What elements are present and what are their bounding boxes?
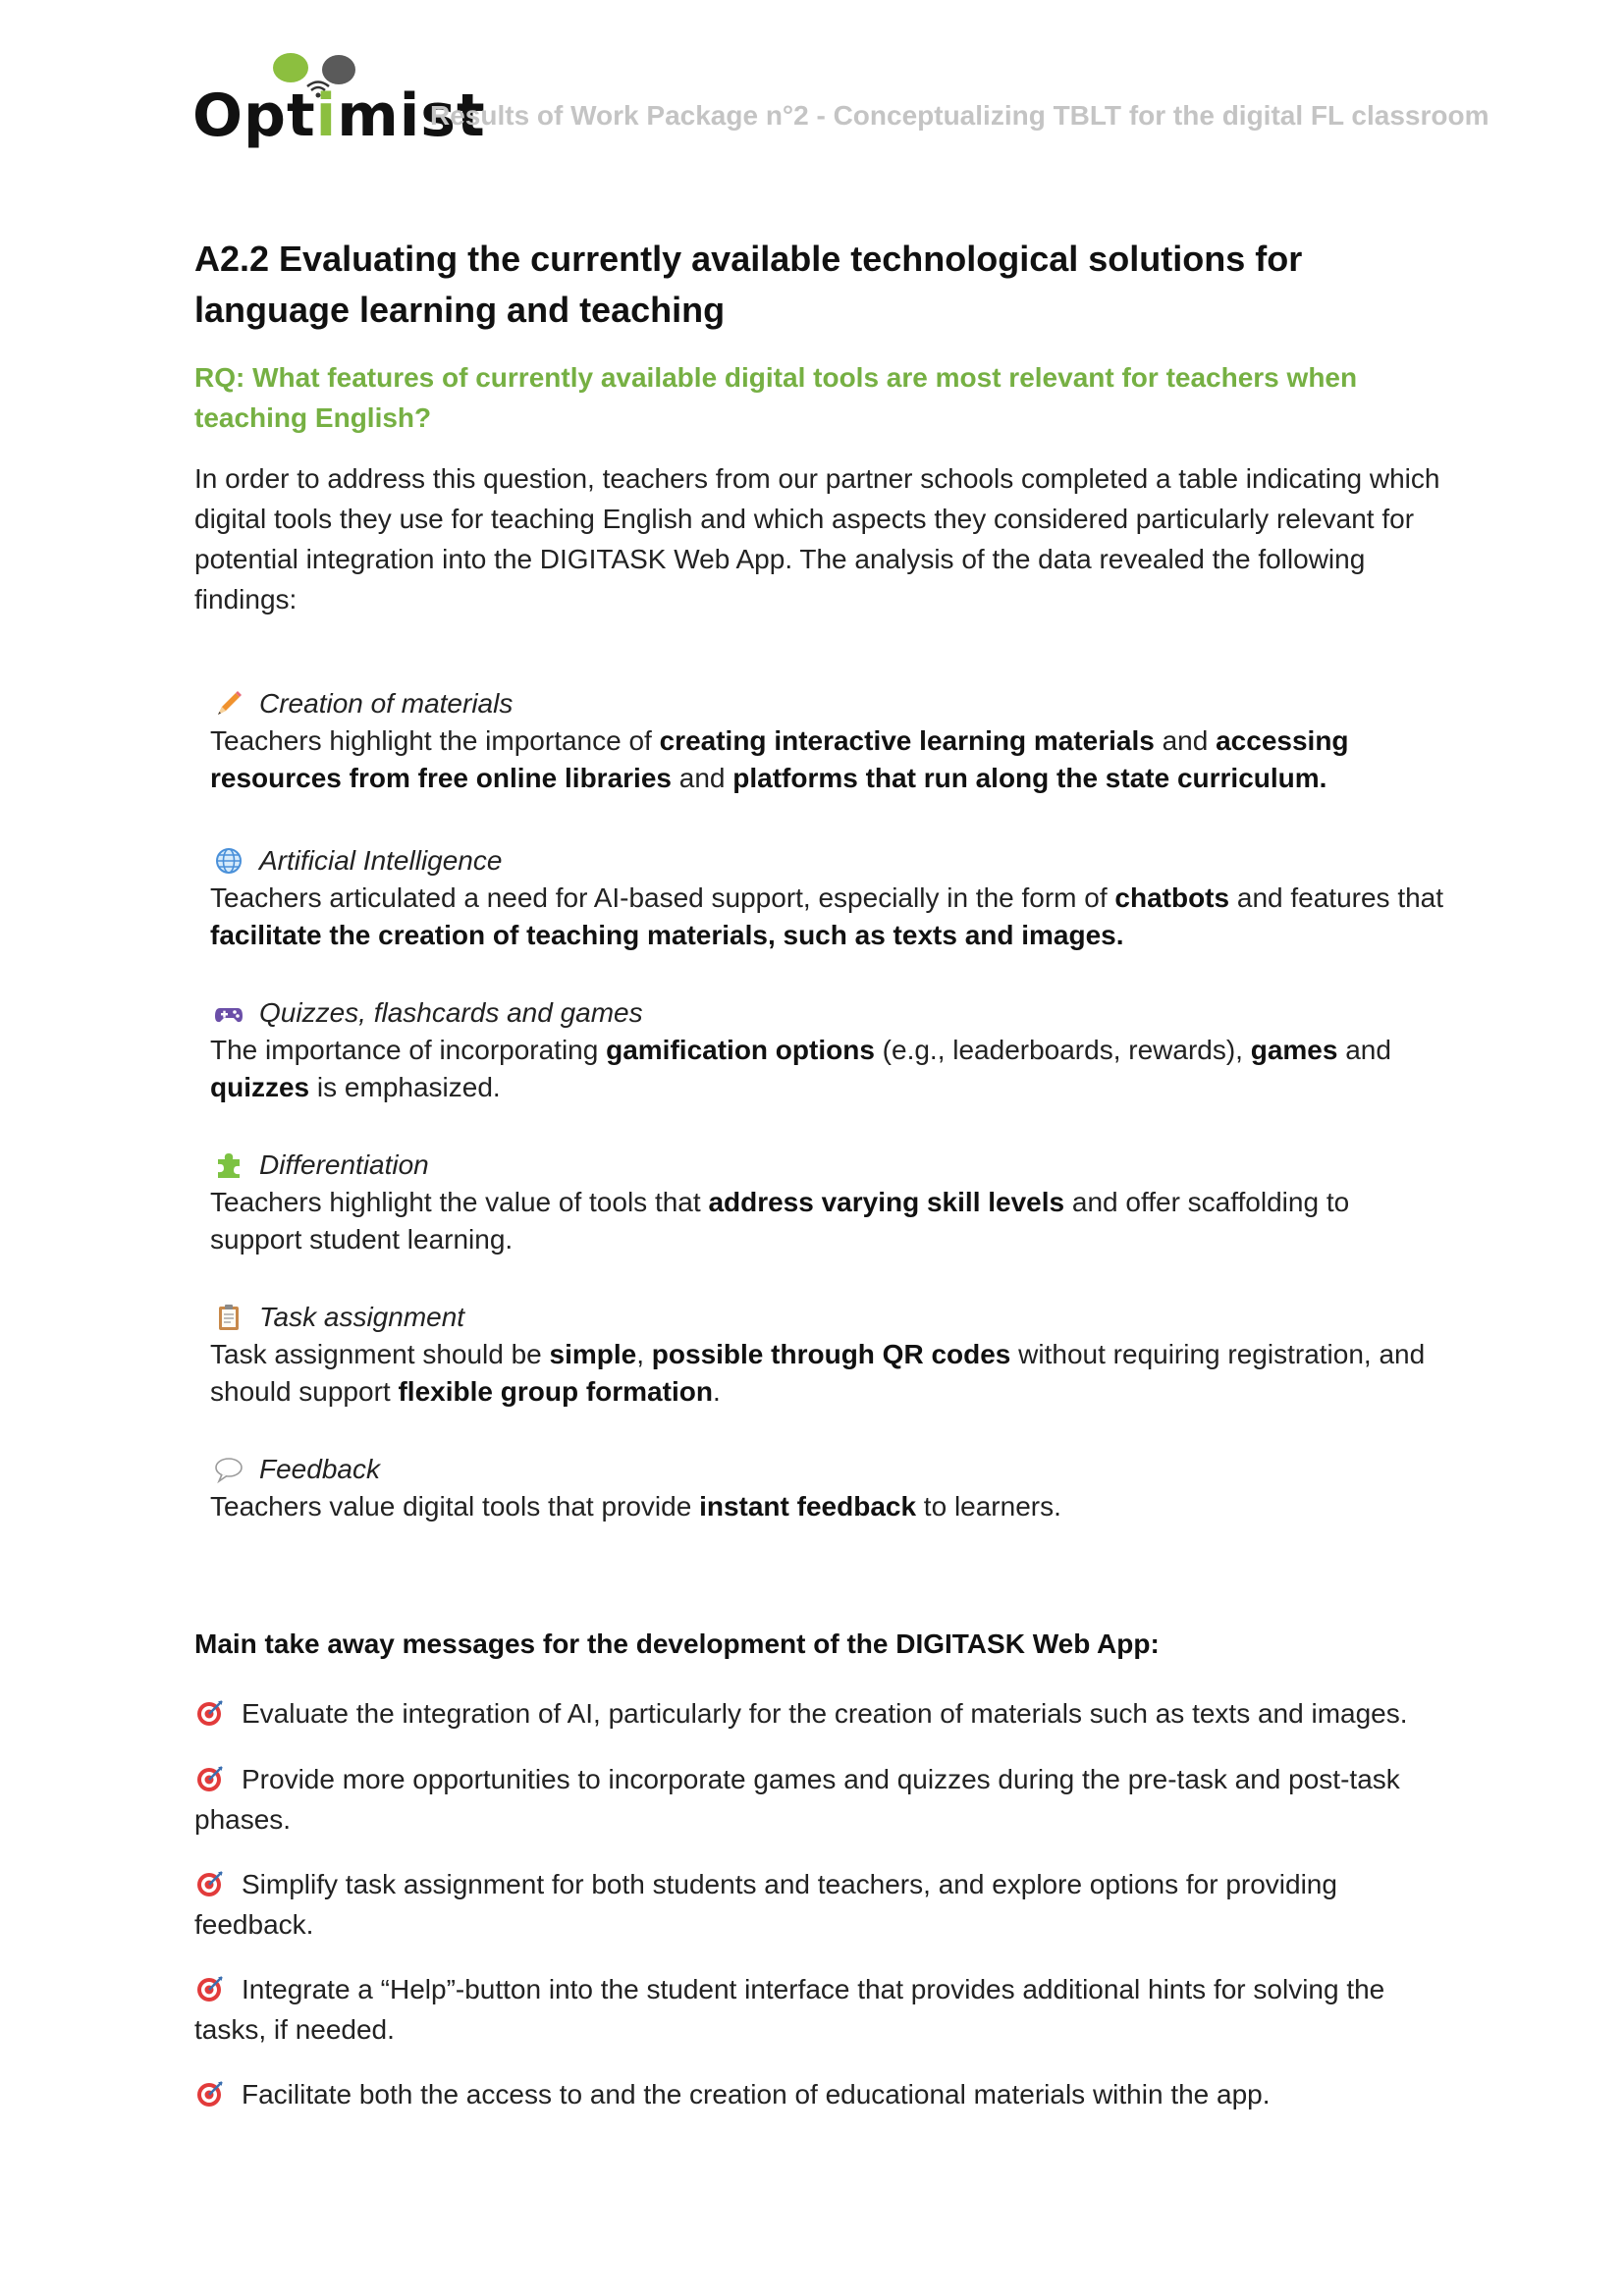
finding-differentiation [210, 1147, 1447, 1258]
finding-text: Task assignment should be simple, possible through QR codes without requiring registration, and should support flexible group formation. [210, 1339, 1426, 1407]
finding-task-assignment [210, 1299, 1447, 1411]
header-title: Results of Work Package n°2 - Conceptualizing TBLT for the digital FL classroom [430, 100, 1489, 131]
finding-quizzes-flashcards-games [210, 994, 1447, 1106]
speech-bubble-icon [214, 1455, 244, 1484]
takeaway-title: Main take away messages for the development of the DIGITASK Web App: [194, 1629, 1160, 1659]
finding-text: Teachers highlight the importance of creating interactive learning materials and accessing resources from free online libraries and platforms that run along the state curriculum. [210, 725, 1349, 793]
takeaway-item: Facilitate both the access to and the creation of educational materials within the app. [194, 2074, 1451, 2114]
takeaway-item: Evaluate the integration of AI, particularly for the creation of materials such as texts and images. [194, 1693, 1451, 1734]
takeaway-item: Integrate a “Help”-button into the student interface that provides additional hints for solving the tasks, if needed. [194, 1974, 1385, 2045]
finding-label: Artificial Intelligence [259, 845, 503, 876]
finding-artificial-intelligence [210, 842, 1447, 954]
finding-label: Creation of materials [259, 688, 514, 719]
target-icon [194, 1973, 226, 2004]
takeaway-item: Provide more opportunities to incorporate games and quizzes during the pre-task and post-task phases. [194, 1764, 1400, 1835]
finding-label: Quizzes, flashcards and games [259, 997, 643, 1028]
finding-text: Teachers articulated a need for AI-based support, especially in the form of chatbots and features that facilitate the creation of teaching materials, such as texts and images. [210, 882, 1444, 950]
section-title: A2.2 Evaluating the currently available technological solutions for language learning and teaching [194, 239, 1303, 330]
pencil-icon [214, 689, 244, 719]
target-icon [194, 2078, 226, 2109]
target-icon [194, 1868, 226, 1899]
target-icon [194, 1763, 226, 1794]
finding-feedback [210, 1451, 1447, 1525]
finding-label: Differentiation [259, 1149, 429, 1180]
finding-label: Task assignment [259, 1302, 465, 1332]
research-question: RQ: What features of currently available digital tools are most relevant for teachers when teaching English? [194, 362, 1358, 433]
takeaway-item: Simplify task assignment for both students and teachers, and explore options for providing feedback. [194, 1869, 1337, 1940]
logo-wordmark: Optimist [192, 81, 486, 150]
puzzle-icon [214, 1150, 244, 1180]
target-icon [194, 1697, 226, 1729]
intro-paragraph: In order to address this question, teachers from our partner schools completed a table indicating which digital tools they use for teaching English and which aspects they considered particularly relevant for potential integration into the DIGITASK Web App. The analysis of the data revealed the following findings: [194, 463, 1440, 614]
finding-text: The importance of incorporating gamification options (e.g., leaderboards, rewards), games and quizzes is emphasized. [210, 1035, 1391, 1102]
finding-label: Feedback [259, 1454, 380, 1484]
optimist-logo [192, 49, 486, 150]
gamepad-icon [214, 998, 244, 1028]
clipboard-icon [214, 1303, 244, 1332]
finding-text: Teachers value digital tools that provide instant feedback to learners. [210, 1491, 1061, 1522]
speech-bubble-green-icon [273, 53, 308, 82]
globe-icon [214, 846, 244, 876]
finding-creation-of-materials [210, 685, 1447, 797]
finding-text: Teachers highlight the value of tools that address varying skill levels and offer scaffolding to support student learning. [210, 1187, 1350, 1255]
